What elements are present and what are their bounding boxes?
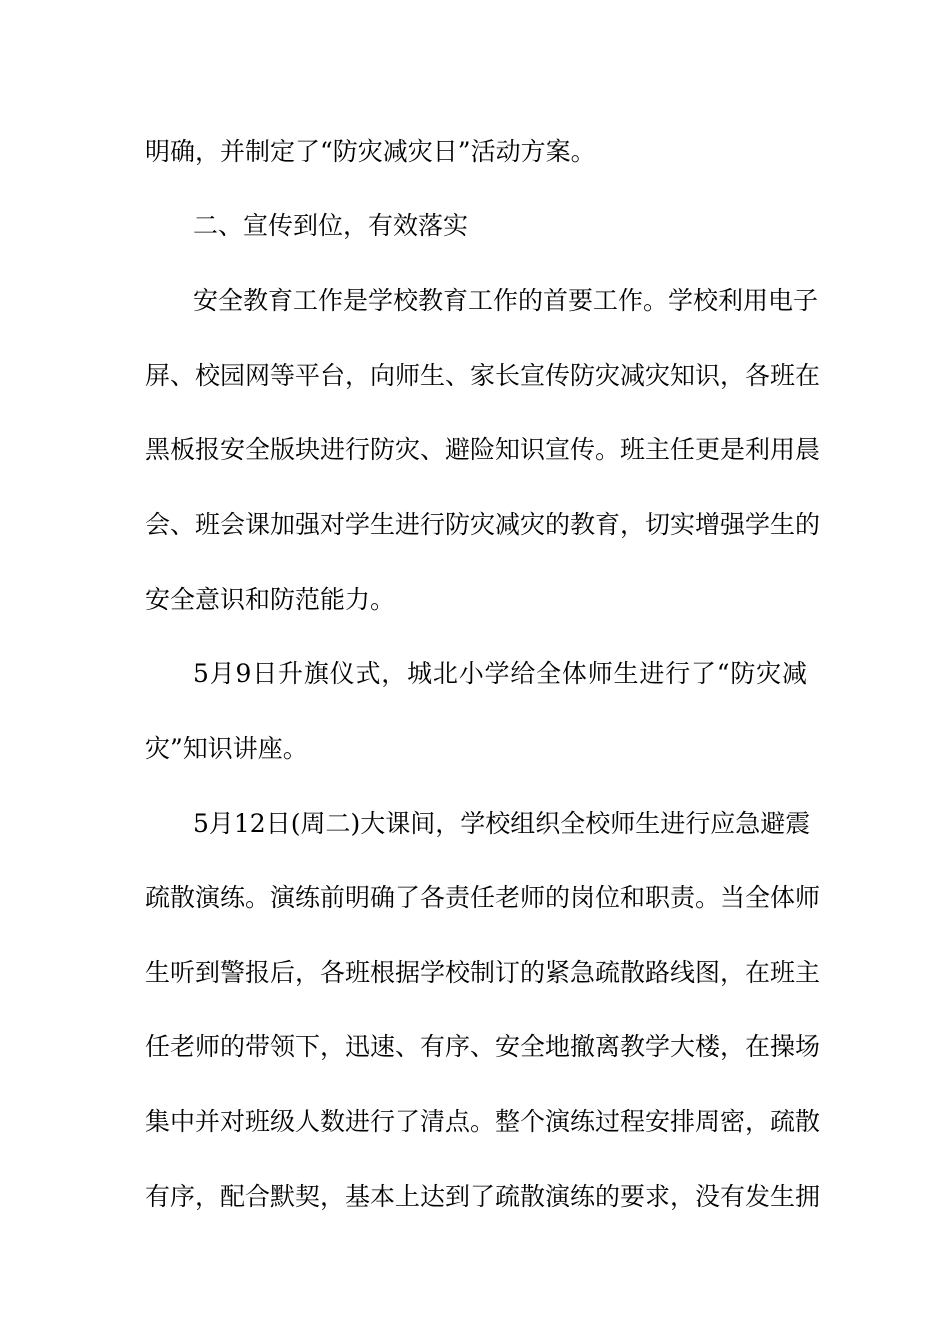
text-line-1: 明确，并制定了“防灾减灾日”活动方案。 [145,137,596,166]
text-line-7: 安全意识和防范能力。 [145,585,396,614]
text-line-3: 安全教育工作是学校教育工作的首要工作。学校利用电子 [193,286,819,315]
section-heading: 二、宣传到位，有效落实 [193,211,469,240]
text-line-12: 生听到警报后，各班根据学校制订的紧急疏散路线图，在班主 [145,958,821,987]
text-line-8: 5月9日升旗仪式，城北小学给全体师生进行了“防灾减 [193,659,807,688]
text-line-15: 有序，配合默契，基本上达到了疏散演练的要求，没有发生拥 [145,1182,821,1211]
text-line-9: 灾”知识讲座。 [145,734,308,763]
text-line-14: 集中并对班级人数进行了清点。整个演练过程安排周密，疏散 [145,1107,821,1136]
text-line-5: 黑板报安全版块进行防灾、避险知识宣传。班主任更是利用晨 [145,435,821,464]
text-line-4: 屏、校园网等平台，向师生、家长宣传防灾减灾知识，各班在 [145,361,821,390]
text-line-13: 任老师的带领下，迅速、有序、安全地撤离教学大楼，在操场 [145,1032,821,1061]
text-line-6: 会、班会课加强对学生进行防灾减灾的教育，切实增强学生的 [145,510,821,539]
text-line-10: 5月12日(周二)大课间，学校组织全校师生进行应急避震 [193,809,811,838]
text-line-11: 疏散演练。演练前明确了各责任老师的岗位和职责。当全体师 [145,883,821,912]
